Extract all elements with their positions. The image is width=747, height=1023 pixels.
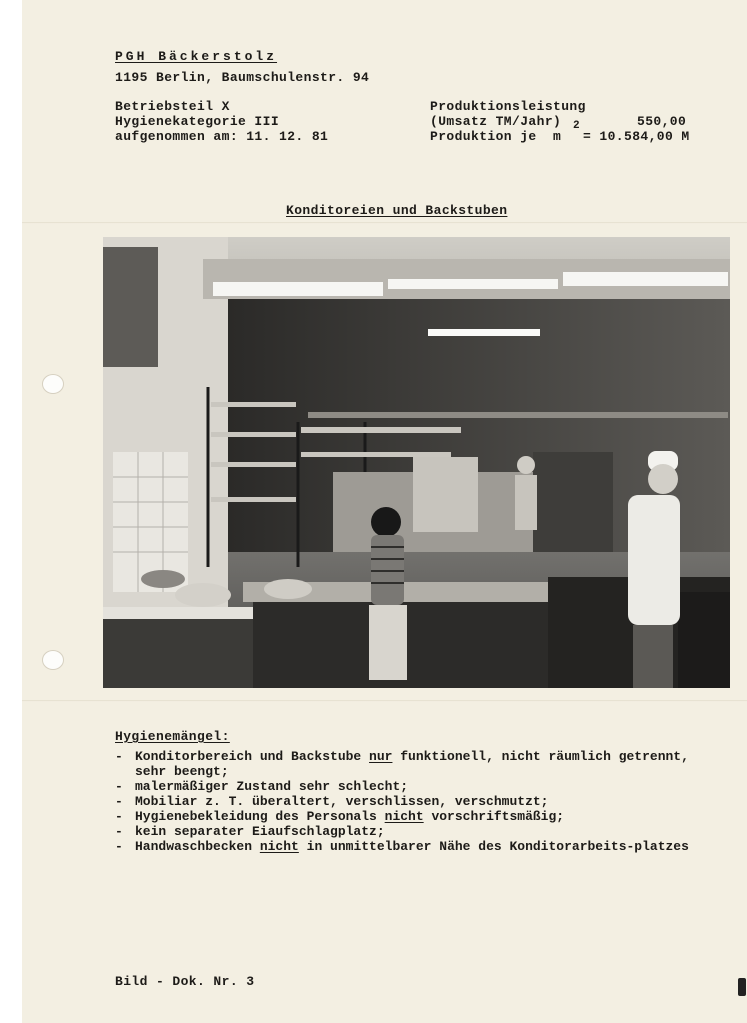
document-number: Bild - Dok. Nr. 3 bbox=[115, 974, 255, 989]
superscript-2: 2 bbox=[573, 120, 581, 132]
edge-mark bbox=[738, 978, 746, 996]
production-label: Produktionsleistung bbox=[430, 99, 586, 114]
defects-list bbox=[115, 749, 725, 854]
section-title: Konditoreien und Backstuben bbox=[286, 203, 508, 218]
per-m2-label: Produktion je m bbox=[430, 129, 562, 144]
list-item: - Hygienebekleidung des Personals nicht vorschriftsmäßig; bbox=[115, 809, 565, 824]
list-item: - Mobiliar z. T. überaltert, verschlissen, verschmutzt; bbox=[115, 794, 549, 809]
turnover-value: 550,00 bbox=[637, 114, 687, 129]
hygiene-category: Hygienekategorie III bbox=[115, 114, 280, 129]
recorded-date: aufgenommen am: 11. 12. 81 bbox=[115, 129, 329, 144]
company-name: PGH Bäckerstolz bbox=[115, 49, 278, 64]
list-item: - malermäßiger Zustand sehr schlecht; bbox=[115, 779, 409, 794]
turnover-label: (Umsatz TM/Jahr) bbox=[430, 114, 562, 129]
fold-line bbox=[22, 700, 747, 702]
list-item: - Konditorbereich und Backstube nur funktionell, nicht räumlich getrennt, sehr beengt; bbox=[115, 749, 697, 779]
department: Betriebsteil X bbox=[115, 99, 230, 114]
punch-hole bbox=[42, 374, 64, 394]
list-item: - kein separater Eiaufschlagplatz; bbox=[115, 824, 385, 839]
company-address: 1195 Berlin, Baumschulenstr. 94 bbox=[115, 70, 370, 85]
per-m2-value: = 10.584,00 M bbox=[583, 129, 690, 144]
fold-line bbox=[22, 222, 747, 224]
punch-hole bbox=[42, 650, 64, 670]
defects-heading: Hygienemängel: bbox=[115, 729, 230, 744]
list-item: - Handwaschbecken nicht in unmittelbarer Nähe des Konditorarbeits-platzes bbox=[115, 839, 689, 854]
bakery-photo bbox=[103, 237, 730, 688]
